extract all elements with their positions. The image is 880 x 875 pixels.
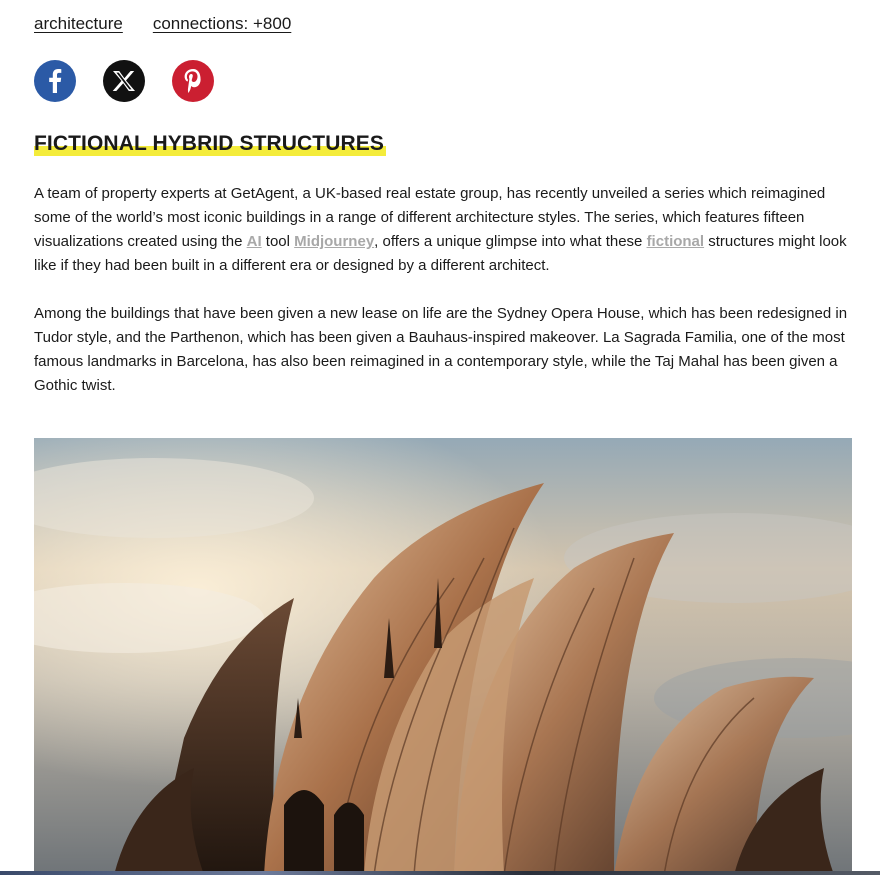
article-paragraph-1 (34, 182, 852, 278)
paragraph-text: A team of property experts at GetAgent, a UK-based real estate group, has recently unveiled a series which reimagined some of the world’s most iconic buildings in a range of different architecture styles. The series, which features fifteen visualizations created using the (34, 185, 826, 250)
share-buttons (34, 60, 214, 102)
x-share-button[interactable] (103, 60, 145, 102)
tag-connections[interactable]: connections: +800 (152, 14, 292, 33)
pinterest-share-button[interactable] (172, 60, 214, 102)
tag-architecture[interactable]: architecture (34, 14, 123, 33)
facebook-icon (48, 69, 62, 93)
hero-image (34, 438, 852, 875)
paragraph-text: tool (261, 233, 295, 250)
tag-list (34, 14, 291, 34)
facebook-share-button[interactable] (34, 60, 76, 102)
opera-house-illustration (34, 438, 852, 875)
bottom-strip (0, 871, 880, 875)
link-ai[interactable]: AI (246, 233, 262, 250)
link-midjourney[interactable]: Midjourney (294, 233, 375, 250)
x-icon (112, 70, 136, 92)
paragraph-text: , offers a unique glimpse into what these (374, 233, 647, 250)
pinterest-icon (184, 69, 202, 93)
paragraph-text: structures might look like if they had been built in a different era or designed by a different architect. (34, 233, 847, 274)
section-heading: FICTIONAL HYBRID STRUCTURES (34, 130, 386, 158)
link-fictional[interactable]: fictional (646, 233, 705, 250)
article-paragraph-2: Among the buildings that have been given a new lease on life are the Sydney Opera House, which has been redesigned in Tudor style, and the Parthenon, which has been given a Bauhaus-inspired makeover. La Sagrada Familia, one of the most famous landmarks in Barcelona, has also been reimagined in a contemporary style, while the Taj Mahal has been given a Gothic twist. (34, 305, 848, 394)
